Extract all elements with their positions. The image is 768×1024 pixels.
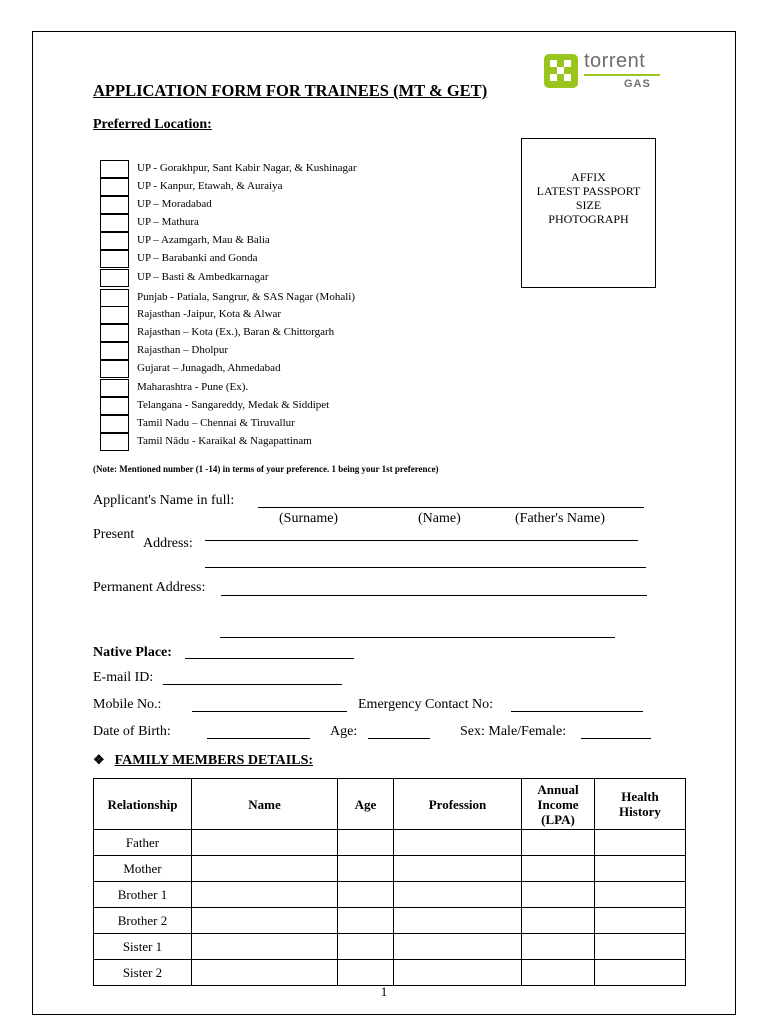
name-caption: (Name) bbox=[418, 511, 461, 526]
address-label: Address: bbox=[143, 536, 193, 551]
location-row bbox=[100, 232, 420, 250]
location-label: UP – Moradabad bbox=[137, 198, 212, 210]
location-row bbox=[100, 360, 420, 378]
name-cell[interactable] bbox=[192, 908, 338, 934]
relationship-cell: Sister 2 bbox=[94, 960, 192, 986]
applicant-name-label: Applicant's Name in full: bbox=[93, 493, 235, 508]
income-cell[interactable] bbox=[522, 830, 595, 856]
family-members-table bbox=[93, 778, 686, 986]
age-label: Age: bbox=[330, 724, 358, 739]
location-row bbox=[100, 214, 420, 232]
location-label: Maharashtra - Pune (Ex). bbox=[137, 381, 249, 393]
photo-line-affix: AFFIX bbox=[571, 170, 606, 184]
income-cell[interactable] bbox=[522, 960, 595, 986]
income-cell[interactable] bbox=[522, 934, 595, 960]
location-label: Rajasthan -Jaipur, Kota & Alwar bbox=[137, 308, 282, 320]
column-header: Annual Income (LPA) bbox=[522, 779, 595, 830]
family-members-heading bbox=[93, 752, 313, 769]
profession-cell[interactable] bbox=[394, 856, 522, 882]
dob-label: Date of Birth: bbox=[93, 724, 171, 739]
family-heading-text: FAMILY MEMBERS DETAILS: bbox=[114, 753, 314, 768]
name-cell[interactable] bbox=[192, 830, 338, 856]
name-cell[interactable] bbox=[192, 856, 338, 882]
table-row bbox=[94, 830, 686, 856]
location-row bbox=[100, 289, 420, 307]
location-label: Gujarat – Junagadh, Ahmedabad bbox=[137, 362, 281, 374]
name-cell[interactable] bbox=[192, 882, 338, 908]
table-row bbox=[94, 908, 686, 934]
relationship-cell: Mother bbox=[94, 856, 192, 882]
income-cell[interactable] bbox=[522, 856, 595, 882]
preference-box[interactable] bbox=[100, 232, 129, 250]
diamond-bullet-icon: ❖ bbox=[93, 752, 105, 767]
health-cell[interactable] bbox=[595, 856, 686, 882]
logo-sub: GAS bbox=[624, 78, 651, 90]
location-label: Telangana - Sangareddy, Medak & Siddipet bbox=[137, 399, 330, 411]
preference-box[interactable] bbox=[100, 433, 129, 451]
age-line[interactable] bbox=[368, 738, 430, 739]
health-cell[interactable] bbox=[595, 830, 686, 856]
applicant-name-line[interactable] bbox=[258, 507, 644, 508]
location-label: UP - Kanpur, Etawah, & Auraiya bbox=[137, 180, 283, 192]
table-header-row bbox=[94, 779, 686, 830]
health-cell[interactable] bbox=[595, 908, 686, 934]
present-address-line-2[interactable] bbox=[205, 567, 646, 568]
health-cell[interactable] bbox=[595, 882, 686, 908]
location-label: Tamil Nādu - Karaikal & Nagapattinam bbox=[137, 435, 312, 447]
name-cell[interactable] bbox=[192, 934, 338, 960]
preference-box[interactable] bbox=[100, 415, 129, 433]
location-row bbox=[100, 433, 420, 451]
relationship-cell: Brother 1 bbox=[94, 882, 192, 908]
logo-mark-icon bbox=[544, 54, 578, 88]
sex-label: Sex: Male/Female: bbox=[460, 724, 567, 739]
preference-note: (Note: Mentioned number (1 -14) in terms of your preference. 1 being your 1st preference) bbox=[93, 464, 439, 474]
profession-cell[interactable] bbox=[394, 934, 522, 960]
sex-line[interactable] bbox=[581, 738, 651, 739]
relationship-cell: Sister 1 bbox=[94, 934, 192, 960]
location-row bbox=[100, 269, 420, 287]
preference-box[interactable] bbox=[100, 360, 129, 378]
location-label: UP – Basti & Ambedkarnagar bbox=[137, 271, 269, 283]
location-label: Tamil Nadu – Chennai & Tiruvallur bbox=[137, 417, 295, 429]
mobile-label: Mobile No.: bbox=[93, 697, 162, 712]
preference-box[interactable] bbox=[100, 214, 129, 232]
preference-box[interactable] bbox=[100, 178, 129, 196]
preference-box[interactable] bbox=[100, 250, 129, 268]
photo-placeholder[interactable] bbox=[521, 138, 656, 288]
table-row bbox=[94, 960, 686, 986]
location-row bbox=[100, 306, 420, 324]
torrent-gas-logo bbox=[544, 52, 664, 94]
age-cell[interactable] bbox=[338, 908, 394, 934]
health-cell[interactable] bbox=[595, 960, 686, 986]
mobile-line[interactable] bbox=[192, 711, 347, 712]
age-cell[interactable] bbox=[338, 934, 394, 960]
present-address-line-1[interactable] bbox=[205, 540, 638, 541]
table-row bbox=[94, 934, 686, 960]
profession-cell[interactable] bbox=[394, 830, 522, 856]
location-row bbox=[100, 379, 420, 397]
location-label: Rajasthan – Kota (Ex.), Baran & Chittorgarh bbox=[137, 326, 335, 338]
location-row bbox=[100, 250, 420, 268]
emergency-contact-label: Emergency Contact No: bbox=[358, 697, 494, 712]
photo-line-latest: LATEST PASSPORT bbox=[536, 184, 641, 198]
surname-caption: (Surname) bbox=[279, 511, 339, 526]
location-row bbox=[100, 415, 420, 433]
column-header: Name bbox=[192, 779, 338, 830]
preference-box[interactable] bbox=[100, 324, 129, 342]
preference-box[interactable] bbox=[100, 306, 129, 324]
preference-box[interactable] bbox=[100, 379, 129, 397]
age-cell[interactable] bbox=[338, 960, 394, 986]
relationship-cell: Brother 2 bbox=[94, 908, 192, 934]
preference-box[interactable] bbox=[100, 289, 129, 307]
location-label: Rajasthan – Dholpur bbox=[137, 344, 229, 356]
photo-line-size: SIZE bbox=[575, 198, 602, 212]
preference-box[interactable] bbox=[100, 269, 129, 287]
native-place-label: Native Place: bbox=[93, 645, 172, 660]
photo-line-photograph: PHOTOGRAPH bbox=[548, 212, 629, 226]
fathers-name-caption: (Father's Name) bbox=[515, 511, 605, 526]
health-cell[interactable] bbox=[595, 934, 686, 960]
location-row bbox=[100, 397, 420, 415]
logo-word: torrent bbox=[584, 50, 646, 72]
emergency-contact-line[interactable] bbox=[511, 711, 643, 712]
location-label: Punjab - Patiala, Sangrur, & SAS Nagar (Mohali) bbox=[137, 291, 355, 303]
column-header: Health History bbox=[595, 779, 686, 830]
preference-box[interactable] bbox=[100, 397, 129, 415]
location-row bbox=[100, 178, 420, 196]
income-cell[interactable] bbox=[522, 908, 595, 934]
location-row bbox=[100, 342, 420, 360]
location-label: UP – Azamgarh, Mau & Balia bbox=[137, 234, 270, 246]
email-label: E-mail ID: bbox=[93, 670, 154, 685]
preference-box[interactable] bbox=[100, 160, 129, 178]
email-line[interactable] bbox=[163, 684, 342, 685]
profession-cell[interactable] bbox=[394, 882, 522, 908]
name-cell[interactable] bbox=[192, 960, 338, 986]
location-row bbox=[100, 196, 420, 214]
age-cell[interactable] bbox=[338, 830, 394, 856]
present-label: Present bbox=[93, 527, 135, 542]
logo-underline bbox=[584, 74, 660, 76]
age-cell[interactable] bbox=[338, 882, 394, 908]
native-place-line[interactable] bbox=[185, 658, 354, 659]
profession-cell[interactable] bbox=[394, 960, 522, 986]
profession-cell[interactable] bbox=[394, 908, 522, 934]
page-number: 1 bbox=[380, 984, 388, 999]
preference-box[interactable] bbox=[100, 342, 129, 360]
location-label: UP – Barabanki and Gonda bbox=[137, 252, 258, 264]
relationship-cell: Father bbox=[94, 830, 192, 856]
column-header: Profession bbox=[394, 779, 522, 830]
permanent-address-label: Permanent Address: bbox=[93, 580, 206, 595]
table-row bbox=[94, 856, 686, 882]
age-cell[interactable] bbox=[338, 856, 394, 882]
permanent-address-line-2[interactable] bbox=[220, 637, 615, 638]
income-cell[interactable] bbox=[522, 882, 595, 908]
preference-box[interactable] bbox=[100, 196, 129, 214]
dob-line[interactable] bbox=[207, 738, 310, 739]
location-row bbox=[100, 160, 420, 178]
location-label: UP – Mathura bbox=[137, 216, 199, 228]
column-header: Age bbox=[338, 779, 394, 830]
location-label: UP - Gorakhpur, Sant Kabir Nagar, & Kushinagar bbox=[137, 162, 357, 174]
permanent-address-line-1[interactable] bbox=[221, 595, 647, 596]
table-row bbox=[94, 882, 686, 908]
location-row bbox=[100, 324, 420, 342]
column-header: Relationship bbox=[94, 779, 192, 830]
preferred-location-heading: Preferred Location: bbox=[93, 117, 212, 132]
form-title: APPLICATION FORM FOR TRAINEES (MT & GET) bbox=[93, 81, 488, 100]
